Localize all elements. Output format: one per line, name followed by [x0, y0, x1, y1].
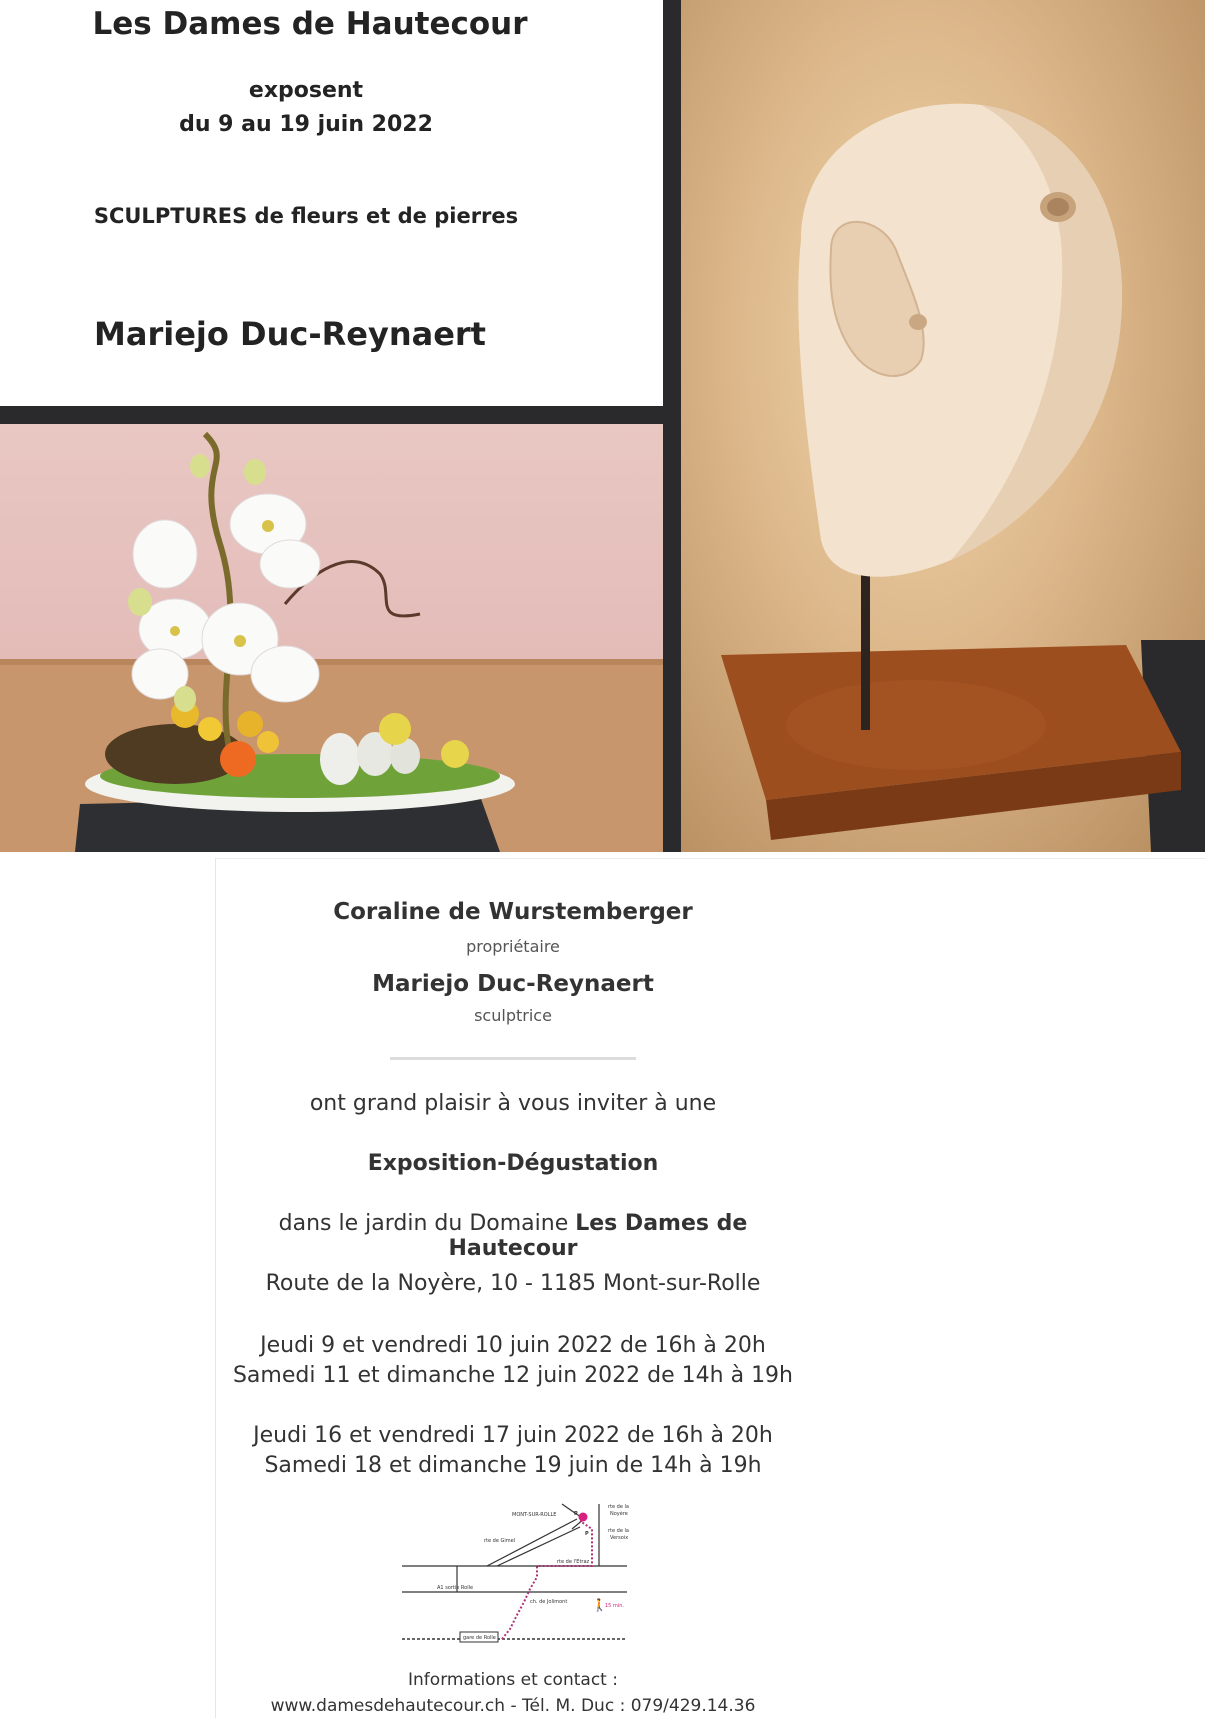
info-label: Informations et contact :	[408, 1670, 618, 1690]
map-label-versoix: Versoix	[610, 1535, 629, 1541]
access-map	[402, 1499, 668, 1659]
map-label-a1-exit: A1 sortie Rolle	[437, 1585, 474, 1591]
week1-line2: Samedi 11 et dimanche 12 juin 2022 de 14h à 19h	[232, 1363, 794, 1388]
garden-prefix: dans le jardin du Domaine	[278, 1211, 576, 1236]
map-parking-label: P	[585, 1531, 589, 1537]
week1-schedule	[216, 1331, 810, 1391]
owner-role: propriétaire	[466, 937, 560, 956]
map-label-walk-time: 15 min.	[605, 1603, 624, 1609]
week2-schedule	[216, 1421, 810, 1481]
flower-arrangement-photo	[0, 424, 663, 852]
map-location-pin-icon	[579, 1513, 588, 1522]
stone-sculpture-photo	[681, 0, 1205, 852]
artist-role: sculptrice	[474, 1006, 552, 1025]
poster-dates: du 9 au 19 juin 2022	[179, 112, 433, 137]
map-pedestrian-icon: 🚶	[592, 1598, 607, 1612]
week2-line1: Jeudi 16 et vendredi 17 juin 2022 de 16h à 20h	[253, 1423, 773, 1448]
map-parking-label: P	[574, 1511, 578, 1517]
map-label-gare: gare de Rolle	[463, 1635, 496, 1641]
invitation-card	[215, 858, 1205, 1718]
poster-subtitle: SCULPTURES de fleurs et de pierres	[93, 204, 519, 228]
divider	[390, 1057, 636, 1060]
garden-line	[216, 1211, 810, 1261]
week2-line2: Samedi 18 et dimanche 19 juin de 14h à 19h	[264, 1453, 762, 1478]
owner-name: Coraline de Wurstemberger	[333, 899, 693, 925]
poster-artist: Mariejo Duc-Reynaert	[94, 315, 486, 353]
map-label-noyere: Noyère	[610, 1511, 628, 1517]
map-label-mont-sur-rolle: MONT-SUR-ROLLE	[512, 1512, 557, 1518]
address: Route de la Noyère, 10 - 1185 Mont-sur-Rolle	[265, 1271, 761, 1296]
invite-line: ont grand plaisir à vous inviter à une	[309, 1091, 717, 1116]
map-label-ch-jolimont: ch. de Jolimont	[530, 1599, 568, 1605]
event-name: Exposition-Dégustation	[367, 1151, 659, 1176]
exhibition-poster	[0, 0, 1205, 852]
poster-title-box	[0, 0, 663, 406]
map-label-rte-versoix: rte de la	[608, 1528, 629, 1534]
poster-exposent: exposent	[248, 78, 364, 103]
contact-info	[216, 1667, 810, 1718]
map-walking-route	[502, 1521, 592, 1639]
garden-domain-name: Les Dames de Hautecour	[448, 1211, 748, 1261]
map-label-rte-noyere: rte de la	[608, 1504, 629, 1510]
map-label-rte-etraz: rte de l'Etraz	[557, 1559, 590, 1565]
poster-title: Les Dames de Hautecour	[92, 6, 528, 42]
week1-line1: Jeudi 9 et vendredi 10 juin 2022 de 16h à 20h	[260, 1333, 766, 1358]
artist-name: Mariejo Duc-Reynaert	[372, 971, 654, 997]
map-label-rte-gimel: rte de Gimel	[484, 1538, 516, 1544]
contact-line[interactable]: www.damesdehautecour.ch - Tél. M. Duc : 079/429.14.36	[270, 1696, 756, 1716]
